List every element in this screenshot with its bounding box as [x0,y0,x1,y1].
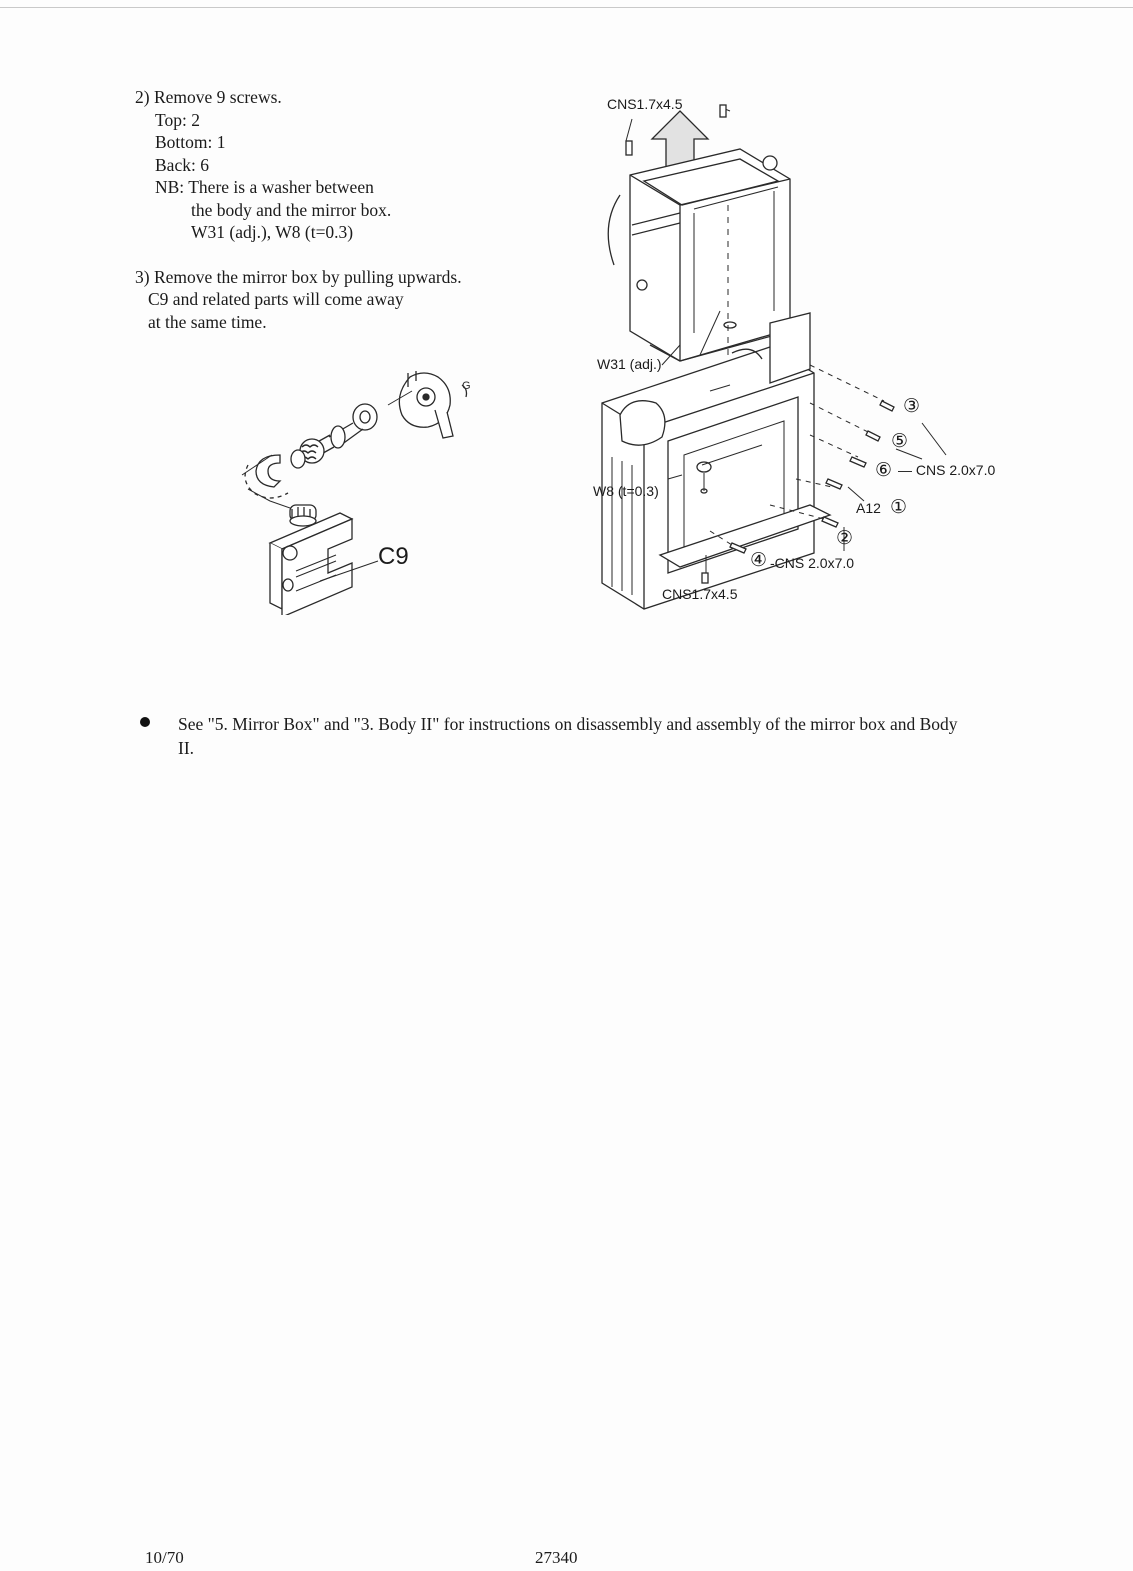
step3-line2: C9 and related parts will come away [148,289,404,309]
instruction-steps [135,86,462,333]
step2-top-count: Top: 2 [155,109,200,130]
step3-line3: at the same time. [148,311,267,332]
label-w8: W8 (t=0.3) [593,483,659,499]
label-a12: A12 [856,500,881,516]
label-screw-4-spec: -CNS 2.0x7.0 [770,555,855,571]
label-cns-bottom: CNS1.7x4.5 [662,586,738,602]
bullet-dot-icon [140,717,150,727]
c9-label: C9 [378,543,409,570]
mirror-box-exploded-diagram [560,85,1030,610]
step3-title: 3) Remove the mirror box by pulling upwards. [135,266,462,287]
label-screw-6: ⑥ [875,459,893,481]
label-cns-top: CNS1.7x4.5 [607,96,683,112]
label-screw-1: ① [890,496,908,518]
page-top-rule [0,7,1133,8]
label-screw-3: ③ [903,395,921,417]
label-screw-2: ② [836,527,854,549]
document-number: 27340 [535,1548,578,1567]
step2-nb-line1: NB: There is a washer between [155,177,374,197]
step2-back-count: Back: 6 [155,154,209,175]
reference-note-text: See "5. Mirror Box" and "3. Body II" for instructions on disassembly and assembly of the mirror box and Body II. [178,714,958,758]
reference-note [140,712,970,760]
label-screw-6-spec: — CNS 2.0x7.0 [898,462,996,478]
step2-title: 2) Remove 9 screws. [135,87,282,107]
step2-bottom-count: Bottom: 1 [155,132,226,152]
label-w31: W31 (adj.) [597,356,662,372]
c9-parts-diagram [230,365,490,615]
step2-nb-line2: the body and the mirror box. [191,199,392,220]
label-screw-5: ⑤ [891,430,909,452]
svg-text:G: G [462,380,471,392]
page-number: 10/70 [145,1548,184,1567]
label-screw-4: ④ [750,549,768,571]
step2-nb-line3: W31 (adj.), W8 (t=0.3) [191,222,354,242]
